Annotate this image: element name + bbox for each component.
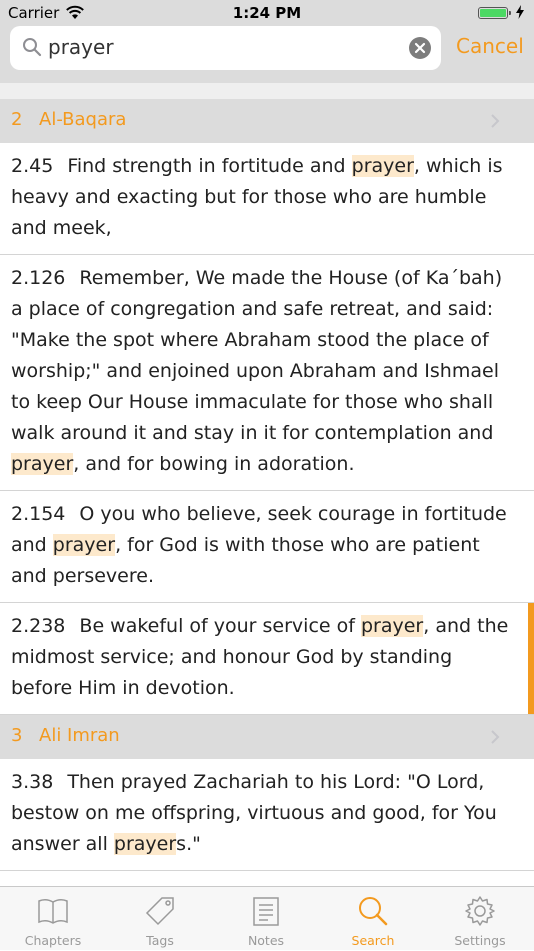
carrier-label: Carrier [8, 4, 60, 22]
verse-row-selected[interactable] [0, 603, 534, 715]
verse-row[interactable] [0, 491, 534, 603]
tab-chapters[interactable] [0, 887, 106, 951]
charging-bolt-icon [516, 4, 524, 23]
verse-text: Then prayed Zachariah to his Lord: "O Lord, bestow on me offspring, virtuous and good, for You answer all [11, 771, 497, 855]
verse-text: s." [176, 833, 201, 855]
verse-ref: 3.38 [11, 771, 54, 793]
verse-row[interactable] [0, 759, 534, 871]
search-results-list[interactable] [0, 99, 534, 886]
chevron-right-icon [490, 113, 500, 133]
status-bar [0, 0, 534, 26]
section-header-al-baqara[interactable] [0, 99, 534, 143]
tab-notes[interactable] [213, 887, 319, 951]
section-name: Al-Baqara [39, 109, 127, 130]
tab-label: Chapters [24, 933, 82, 948]
search-bar [0, 26, 534, 83]
verse-text: , which is heavy and exacting but for those who are humble and meek, [11, 155, 503, 239]
tab-label: Tags [146, 933, 174, 948]
gear-icon [464, 895, 496, 927]
tab-label: Notes [247, 933, 285, 948]
tab-label: Search [351, 933, 395, 948]
verse-match: prayer [52, 534, 116, 556]
verse-row[interactable] [0, 255, 534, 491]
section-number: 3 [11, 725, 23, 746]
tab-tags[interactable] [107, 887, 213, 951]
tab-search[interactable] [320, 887, 426, 951]
verse-ref: 2.154 [11, 503, 66, 525]
section-number: 2 [11, 109, 23, 130]
battery-icon [478, 7, 508, 19]
tab-bar [0, 886, 534, 950]
verse-match: prayer [360, 615, 424, 637]
verse-text: Find strength in fortitude and [67, 155, 352, 177]
verse-row[interactable] [0, 143, 534, 255]
notes-icon [250, 895, 282, 927]
search-field[interactable] [10, 26, 441, 70]
verse-ref: 2.238 [11, 615, 66, 637]
verse-match: prayer [113, 833, 177, 855]
verse-text: , and the midmost service; and honour God by standing before Him in devotion. [11, 615, 509, 699]
list-top-gap [0, 83, 534, 99]
tab-label: Settings [454, 933, 506, 948]
section-name: Ali Imran [39, 725, 120, 746]
search-icon [357, 895, 389, 927]
tag-icon [144, 895, 176, 927]
verse-ref: 2.45 [11, 155, 54, 177]
clock-time: 1:24 PM [232, 4, 302, 22]
verse-text: , and for bowing in adoration. [73, 453, 355, 475]
cancel-button[interactable]: Cancel [456, 34, 524, 58]
book-icon [37, 895, 69, 927]
verse-text: , for God is with those who are patient and persevere. [11, 534, 480, 587]
verse-text: O you who believe, seek courage in fortitude and [11, 503, 507, 556]
magnifier-icon [22, 37, 42, 61]
clear-search-icon[interactable] [409, 37, 431, 59]
verse-text: Remember, We made the House (of Ka´bah) a place of congregation and safe retreat, and said: "Make the spot where Abraham stood the place of worship;" and enjoined upon Abraham and Ishmael to keep Our House immaculate for those who shall walk around it and stay in it for contemplation and [11, 267, 503, 444]
tab-settings[interactable] [427, 887, 533, 951]
verse-ref: 2.126 [11, 267, 66, 289]
verse-match: prayer [351, 155, 414, 177]
section-header-ali-imran[interactable] [0, 715, 534, 759]
verse-text: Be wakeful of your service of [79, 615, 361, 637]
verse-match: prayer [11, 453, 74, 475]
search-input[interactable] [48, 32, 398, 62]
chevron-right-icon [490, 729, 500, 749]
